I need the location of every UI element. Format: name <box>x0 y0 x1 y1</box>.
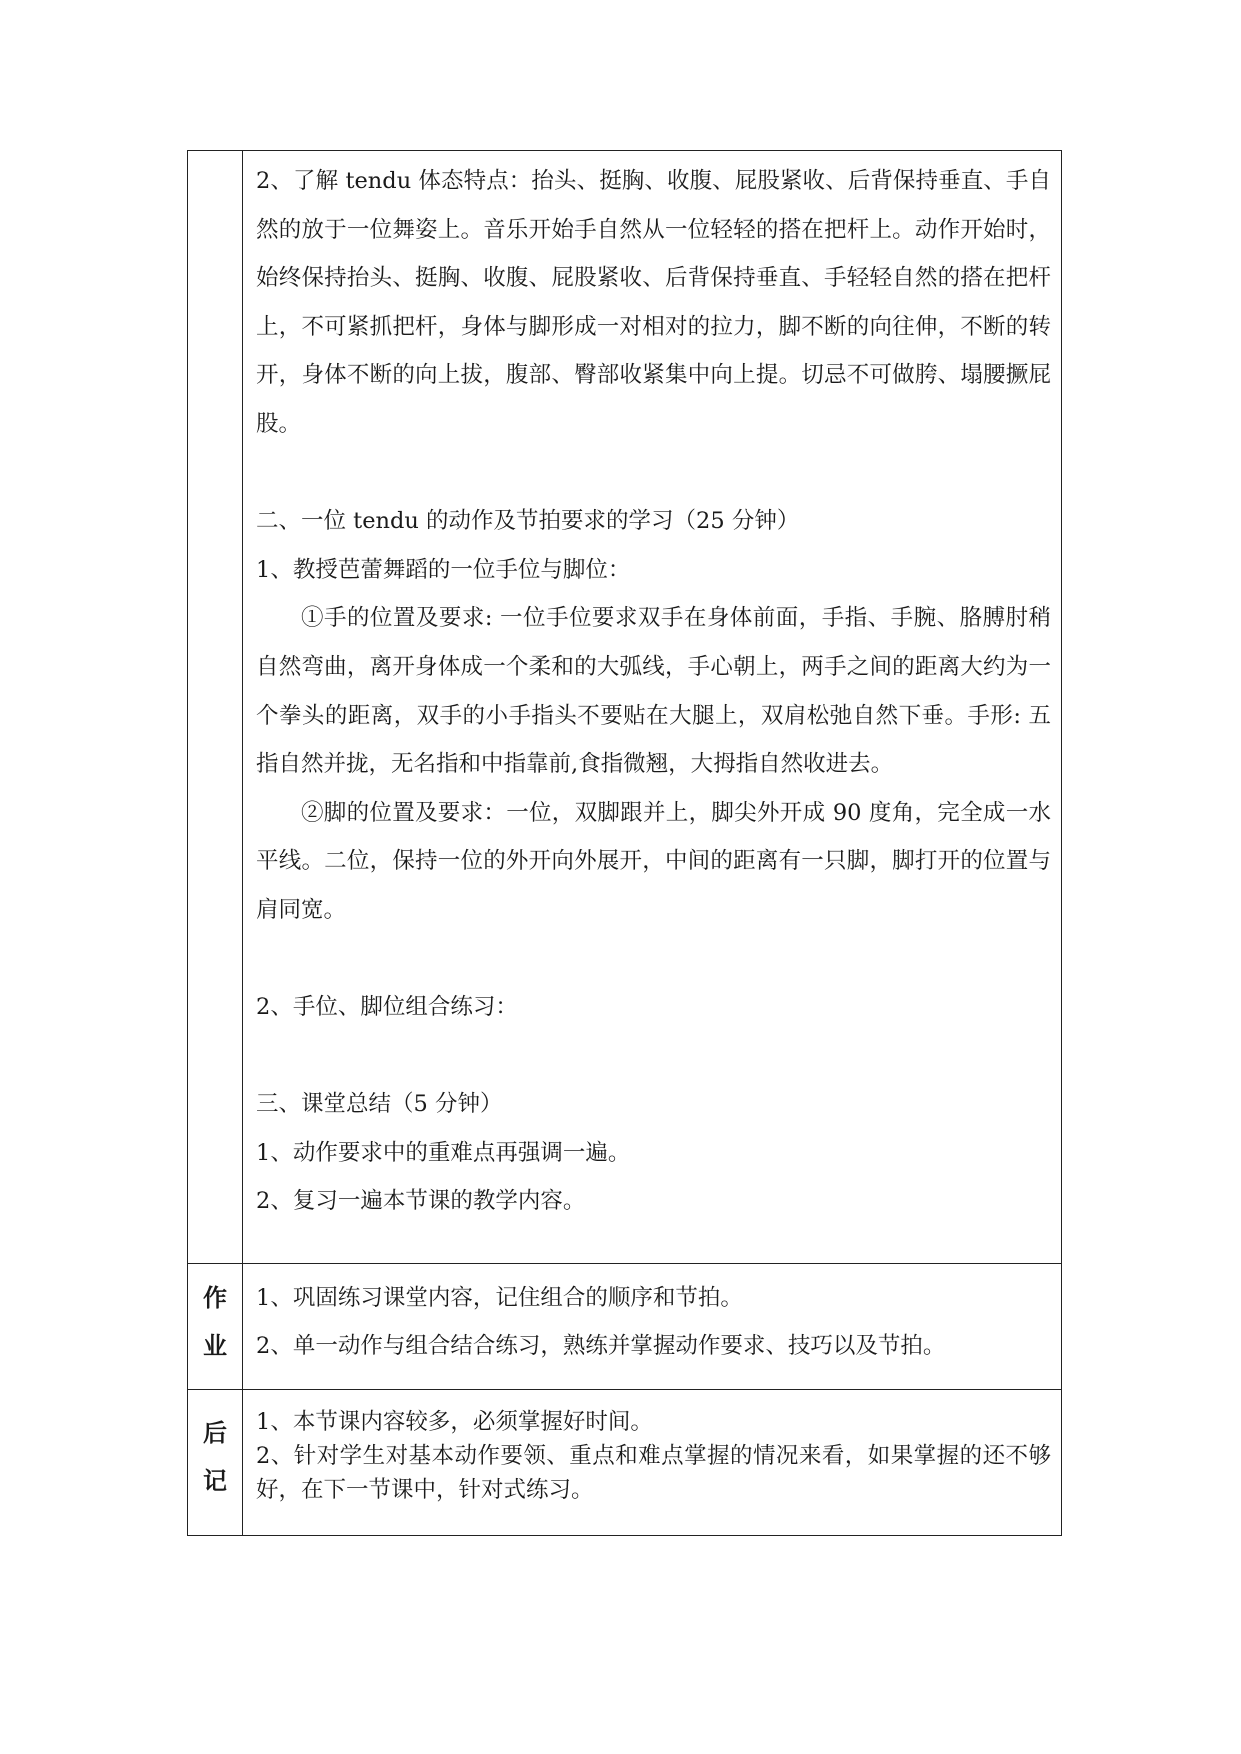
section-heading-tendu-learning: 二、一位 tendu 的动作及节拍要求的学习（25 分钟） <box>256 508 800 535</box>
paragraph-hand-foot-positions: 1、教授芭蕾舞蹈的一位手位与脚位： <box>256 556 631 583</box>
homework-label-char-1: 作 <box>203 1284 227 1312</box>
paragraph-summary-1: 1、动作要求中的重难点再强调一遍。 <box>256 1139 631 1166</box>
column-divider <box>242 151 243 1535</box>
postscript-line-1: 1、本节课内容较多，必须掌握好时间。 <box>256 1409 653 1435</box>
homework-label <box>188 1274 242 1370</box>
row-divider-postscript <box>188 1389 1061 1390</box>
section-heading-summary: 三、课堂总结（5 分钟） <box>256 1091 503 1118</box>
homework-content-cell <box>256 1274 1051 1370</box>
postscript-label-char-2: 记 <box>203 1467 227 1495</box>
blank-line <box>256 935 1051 984</box>
paragraph-combination-practice: 2、手位、脚位组合练习： <box>256 994 518 1021</box>
homework-line-2: 2、单一动作与组合结合练习，熟练并掌握动作要求、技巧以及节拍。 <box>256 1333 946 1359</box>
homework-line-1: 1、巩固练习课堂内容，记住组合的顺序和节拍。 <box>256 1285 743 1311</box>
postscript-line-2: 2、针对学生对基本动作要领、重点和难点掌握的情况来看，如果掌握的还不够好，在下一节课中，针对式练习。 <box>256 1443 1051 1503</box>
teaching-content-cell <box>256 157 1051 1226</box>
blank-line <box>256 1032 1051 1081</box>
postscript-label <box>188 1409 242 1505</box>
lesson-plan-table <box>187 150 1062 1536</box>
paragraph-summary-2: 2、复习一遍本节课的教学内容。 <box>256 1188 586 1215</box>
paragraph-tendu-posture: 2、了解 tendu 体态特点：抬头、挺胸、收腹、屁股紧收、后背保持垂直、手自然的放于一位舞姿上。音乐开始手自然从一位轻轻的搭在把杆上。动作开始时，始终保持抬头、挺胸、收腹、屁股紧收、后背保持垂直、手轻轻自然的搭在把杆上，不可紧抓把杆，身体与脚形成一对相对的拉力，脚不断的向往伸，不断的转开，身体不断的向上拔，腹部、臀部收紧集中向上提。切忌不可做胯、塌腰撅屁股。 <box>256 168 1051 437</box>
row-divider-homework <box>188 1263 1061 1264</box>
homework-label-char-2: 业 <box>203 1332 227 1360</box>
paragraph-foot-position: ②脚的位置及要求：一位，双脚跟并上，脚尖外开成 90 度角，完全成一水平线。二位，保持一位的外开向外展开，中间的距离有一只脚，脚打开的位置与肩同宽。 <box>256 799 1051 923</box>
paragraph-hand-position: ①手的位置及要求: 一位手位要求双手在身体前面，手指、手腕、胳膊肘稍自然弯曲，离开身体成一个柔和的大弧线，手心朝上，两手之间的距离大约为一个拳头的距离，双手的小手指头不要贴在大腿上，双肩松弛自然下垂。手形: 五指自然并拢，无名指和中指靠前,食指微翘，大拇指自然收进去。 <box>256 605 1051 778</box>
blank-line <box>256 449 1051 498</box>
postscript-label-char-1: 后 <box>203 1419 227 1447</box>
postscript-content-cell <box>256 1405 1051 1507</box>
